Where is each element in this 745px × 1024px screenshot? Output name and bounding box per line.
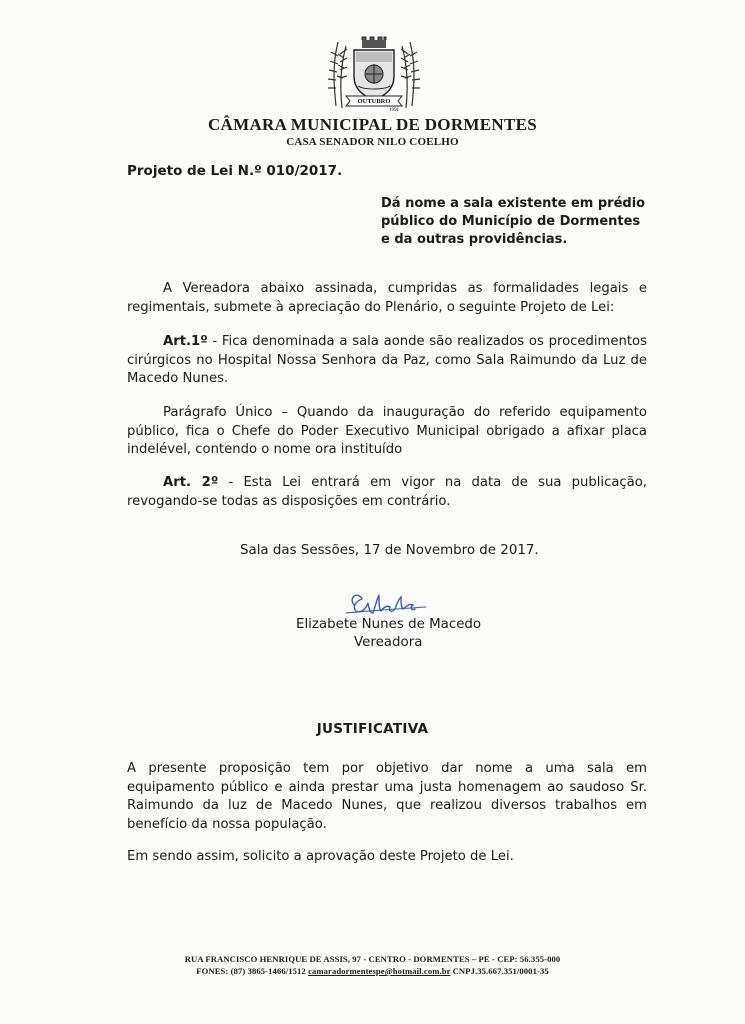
article-2-text: - Esta Lei entrará em vigor na data de sua publicação, revogando-se todas as disposições em contrário.: [127, 475, 647, 509]
footer-email-link[interactable]: camaradormentespe@hotmail.com.br: [308, 966, 451, 976]
justification-paragraph: A presente proposição tem por objetivo dar nome a uma sala em equipamento público e ainda prestar uma justa homenagem ao saudoso Sr. Raimundo da luz de Macedo Nunes, que realizou diversos trabalhos em benefício da nossa população.: [127, 761, 647, 832]
article-1-label: Art.1º: [163, 334, 208, 349]
institution-subtitle: CASA SENADOR NILO COELHO: [286, 136, 459, 148]
signer-name: Elizabete Nunes de Macedo: [296, 617, 482, 632]
crest-banner-text: OUTUBRO: [357, 98, 391, 105]
municipal-crest-icon: [318, 36, 430, 112]
bill-number: Projeto de Lei N.º 010/2017.: [127, 163, 343, 179]
handwritten-signature: [340, 587, 432, 621]
footer-phones: FONES: (87) 3865-1466/1512: [196, 966, 306, 976]
article-1: [127, 333, 647, 389]
justification-title: JUSTIFICATIVA: [316, 721, 429, 737]
sole-paragraph: Parágrafo Único – Quando da inauguração do referido equipamento público, fica o Chefe do Poder Executivo Municipal obrigado a afixar placa indelével, contendo o nome ora instituído: [127, 405, 647, 457]
article-2-label: Art. 2º: [163, 475, 219, 490]
footer-contacts: [0, 966, 745, 976]
closing-paragraph: Em sendo assim, solicito a aprovação deste Projeto de Lei.: [127, 849, 514, 864]
place-date: Sala das Sessões, 17 de Novembro de 2017.: [240, 543, 539, 558]
footer-address: RUA FRANCISCO HENRIQUE DE ASSIS, 97 - CENTRO - DORMENTES – PE - CEP: 56.355-000: [184, 954, 561, 964]
signer-role: Vereadora: [354, 635, 423, 650]
institution-name: CÂMARA MUNICIPAL DE DORMENTES: [207, 115, 538, 134]
article-2: [127, 474, 647, 511]
crest-year-text: 1991: [389, 108, 399, 112]
intro-paragraph: A Vereadora abaixo assinada, cumpridas as formalidades legais e regimentais, submete à apreciação do Plenário, o seguinte Projeto de Lei:: [127, 281, 647, 315]
bill-ementa: Dá nome a sala existente em prédio público do Município de Dormentes e da outras providências.: [381, 196, 646, 247]
footer-cnpj: CNPJ.35.667.351/0001-35: [452, 966, 549, 976]
article-1-text: - Fica denominada a sala aonde são realizados os procedimentos cirúrgicos no Hospital Nossa Senhora da Paz, como Sala Raimundo da Luz de Macedo Nunes.: [127, 334, 647, 386]
